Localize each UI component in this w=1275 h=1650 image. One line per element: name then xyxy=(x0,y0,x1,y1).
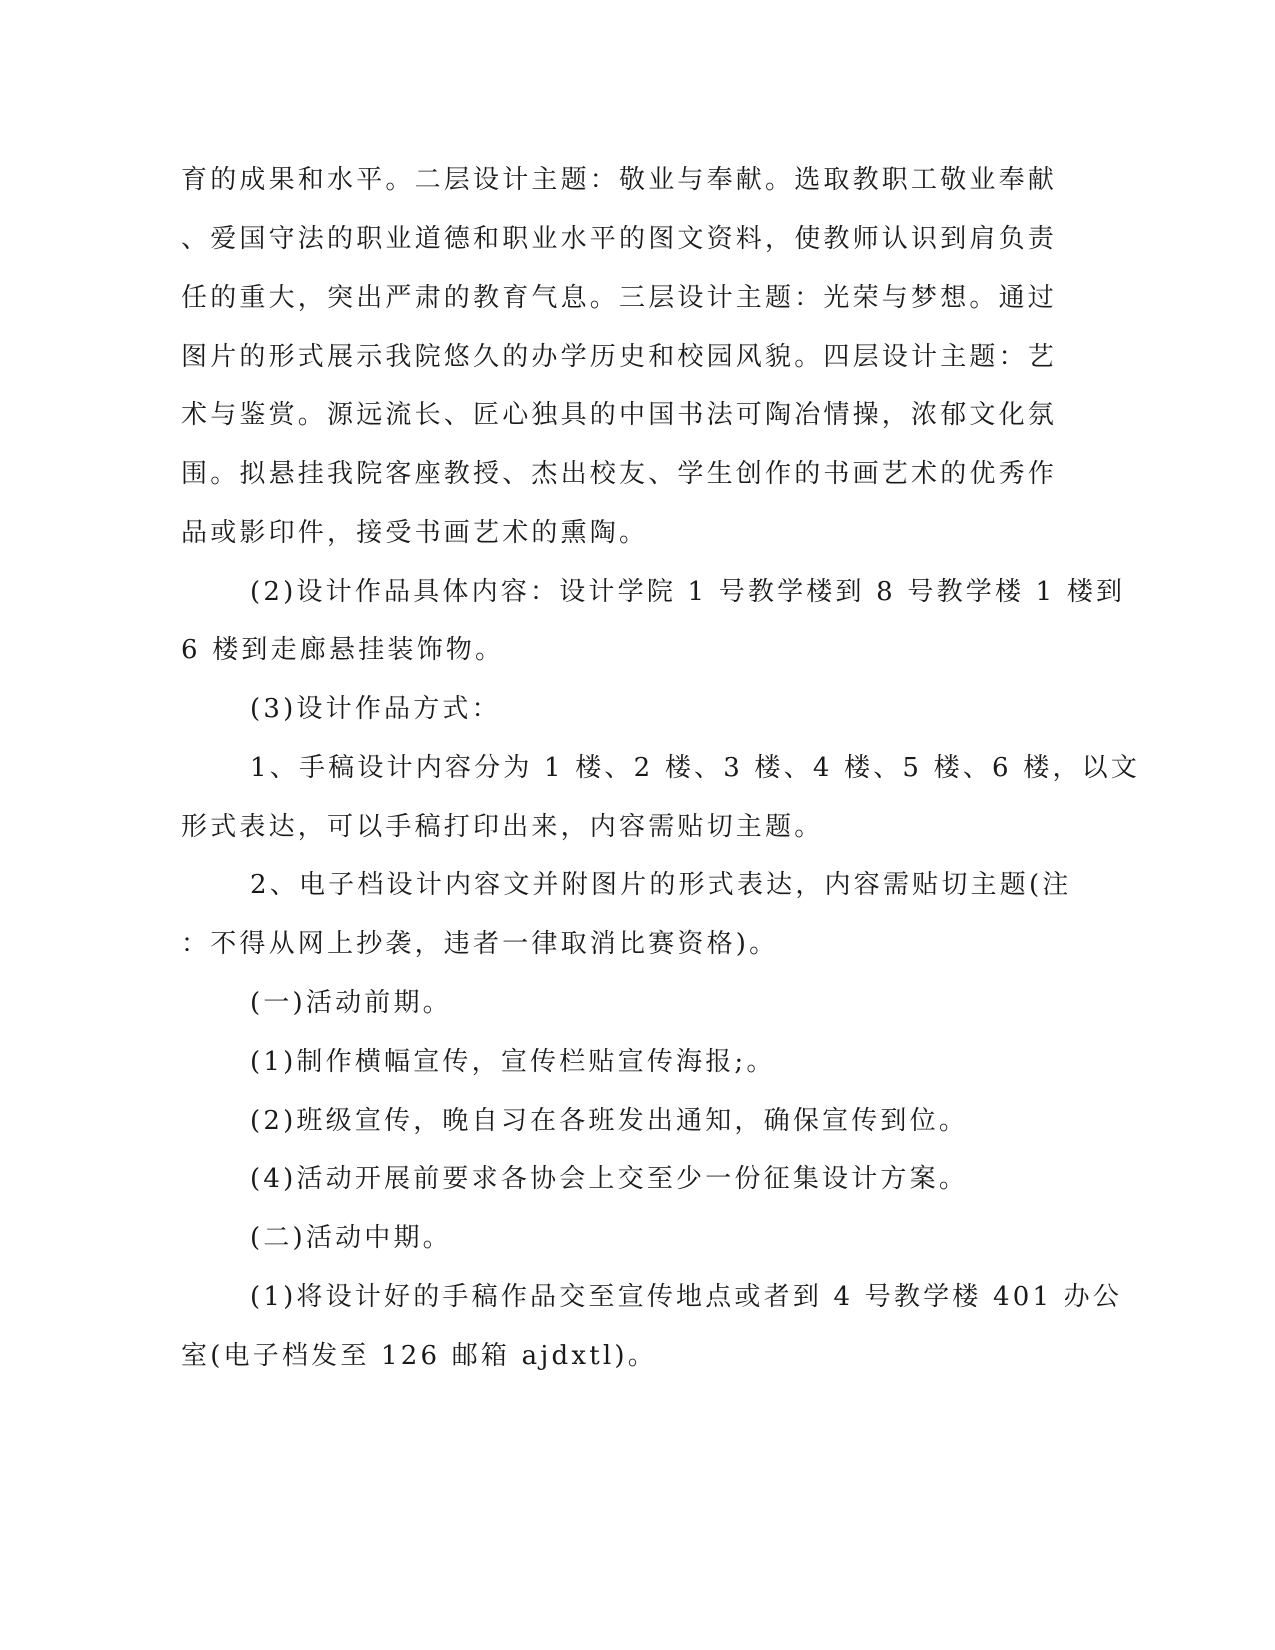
paragraph-line: 6 楼到走廊悬挂装饰物。 xyxy=(181,635,505,665)
paragraph-line: ：不得从网上抄袭，违者一律取消比赛资格)。 xyxy=(181,929,779,959)
paragraph-line: (1)将设计好的手稿作品交至宣传地点或者到 4 号教学楼 401 办公 xyxy=(250,1282,1123,1312)
paragraph-line: (2)班级宣传，晚自习在各班发出通知，确保宣传到位。 xyxy=(250,1106,969,1136)
paragraph-line: (3)设计作品方式： xyxy=(250,694,501,724)
paragraph-line: (1)制作横幅宣传，宣传栏贴宣传海报;。 xyxy=(250,1047,776,1077)
paragraph-line: (一)活动前期。 xyxy=(250,988,452,1018)
paragraph-line: (4)活动开展前要求各协会上交至少一份征集设计方案。 xyxy=(250,1164,969,1194)
paragraph-line: 任的重大，突出严肃的教育气息。三层设计主题：光荣与梦想。通过 xyxy=(181,283,1058,313)
paragraph-line: 育的成果和水平。二层设计主题：敬业与奉献。选取教职工敬业奉献 xyxy=(181,165,1058,195)
paragraph-line: (二)活动中期。 xyxy=(250,1223,452,1253)
paragraph-line: 术与鉴赏。源远流长、匠心独具的中国书法可陶冶情操，浓郁文化氛 xyxy=(181,400,1058,430)
paragraph-line: 围。拟悬挂我院客座教授、杰出校友、学生创作的书画艺术的优秀作 xyxy=(181,459,1058,489)
paragraph-line: 室(电子档发至 126 邮箱 ajdxtl)。 xyxy=(181,1341,657,1371)
paragraph-line: (2)设计作品具体内容：设计学院 1 号教学楼到 8 号教学楼 1 楼到 xyxy=(250,577,1126,607)
paragraph-line: 、爱国守法的职业道德和职业水平的图文资料，使教师认识到肩负责 xyxy=(181,224,1058,254)
paragraph-line: 2、电子档设计内容文并附图片的形式表达，内容需贴切主题(注 xyxy=(250,870,1072,900)
paragraph-line: 品或影印件，接受书画艺术的熏陶。 xyxy=(181,518,649,548)
paragraph-line: 1、手稿设计内容分为 1 楼、2 楼、3 楼、4 楼、5 楼、6 楼，以文 xyxy=(250,753,1141,783)
paragraph-line: 形式表达，可以手稿打印出来，内容需贴切主题。 xyxy=(181,812,824,842)
paragraph-line: 图片的形式展示我院悠久的办学历史和校园风貌。四层设计主题：艺 xyxy=(181,342,1058,372)
